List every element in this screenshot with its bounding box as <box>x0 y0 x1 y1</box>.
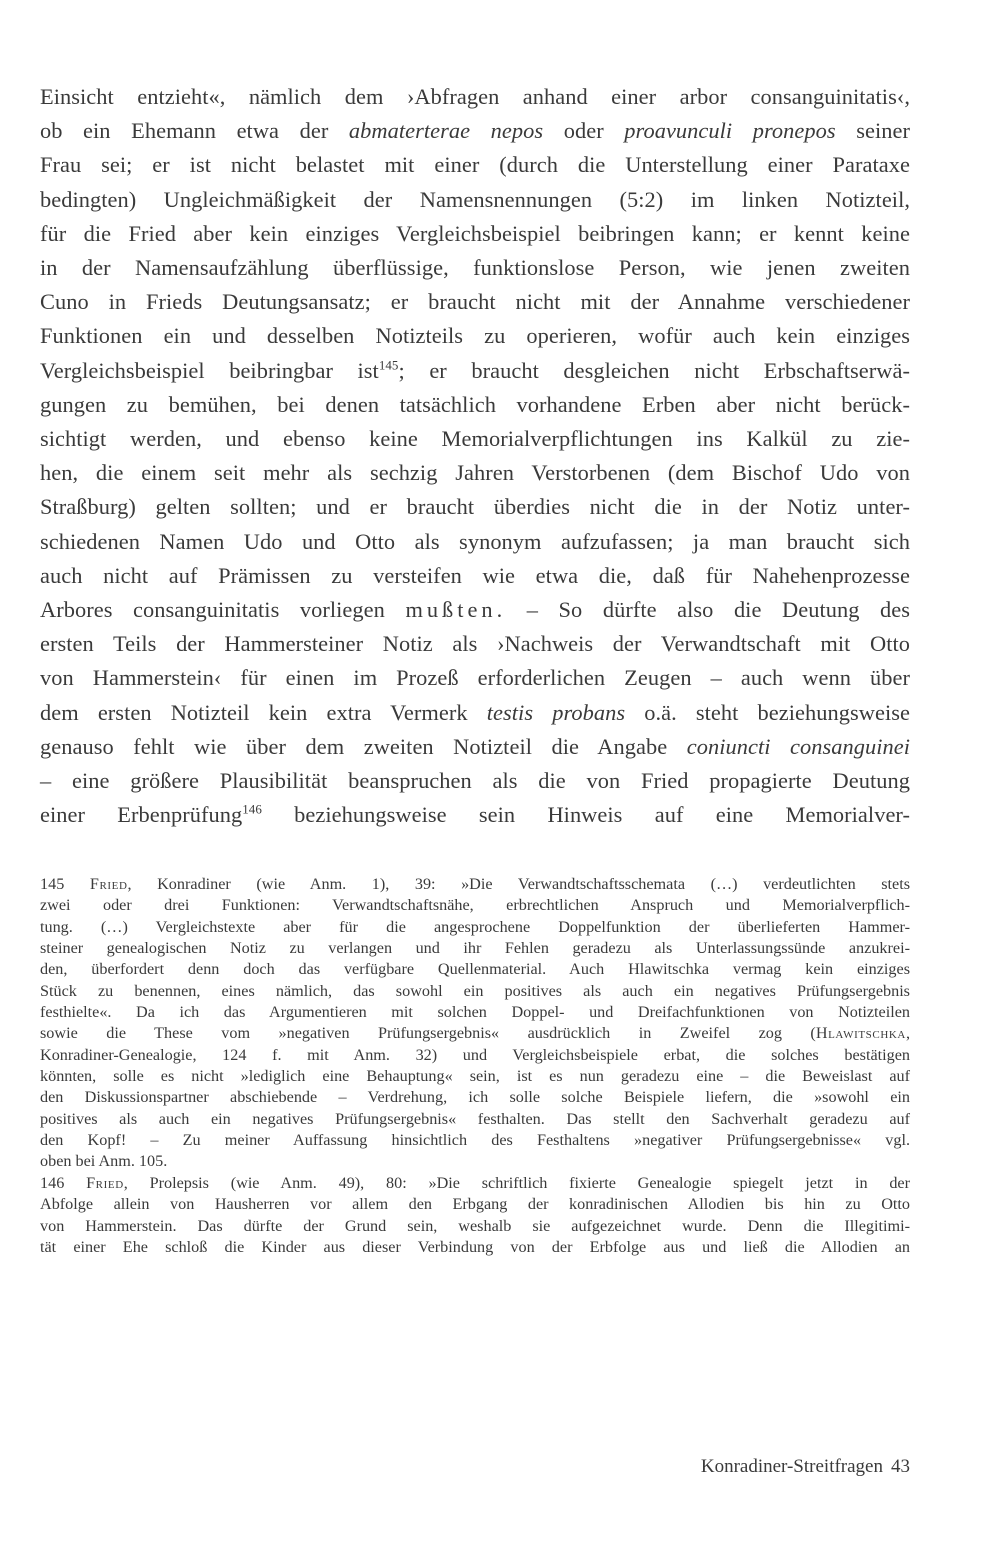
footnote-author: Hlawitschka <box>815 1024 906 1043</box>
document-page <box>40 0 910 1562</box>
body-line: ersten Teils der Hammersteiner Notiz als ›Nachweis der Verwandtschaft mit Otto <box>40 631 910 657</box>
footnote-145 <box>40 874 910 1173</box>
body-line: dem ersten Notizteil kein extra Vermerk testis probans o.ä. steht beziehungsweise <box>40 699 910 725</box>
footnote-line: den, überfordert denn doch das verfügbare Quellenmaterial. Auch Hlawitschka vermag kein einziges <box>40 960 910 979</box>
body-line: Straßburg) gelten sollten; und er braucht überdies nicht die in der Notiz unter- <box>40 494 910 520</box>
body-line: Arbores consanguinitatis vorliegen mußten. – So dürfte also die Deutung des <box>40 597 910 623</box>
running-title: Konradiner-Streitfragen <box>700 1456 883 1477</box>
footnote-line: oben bei Anm. 105. <box>40 1152 168 1171</box>
body-line: Einsicht entzieht«, nämlich dem ›Abfragen anhand einer arbor consanguinitatis‹, <box>40 84 910 109</box>
body-line: Vergleichsbeispiel beibringbar ist$^{145}$; er braucht desgleichen nicht Erbschaftserwä- <box>40 357 911 383</box>
footnote-line: von Hammerstein. Das dürfte der Grund sein, weshalb sie aufgezeichnet wurde. Denn die Illegitimi- <box>40 1216 910 1235</box>
running-footer <box>701 1455 910 1479</box>
body-line: Cuno in Frieds Deutungsansatz; er braucht nicht mit der Annahme verschiedener <box>40 289 910 315</box>
footnote-number: 146 <box>40 1173 65 1192</box>
body-line: ob ein Ehemann etwa der abmaterterae nepos oder proavunculi pronepos seiner <box>40 118 910 144</box>
footnote-line: festhielte«. Da ich das Argumentieren mit solchen Doppel- und Dreifachfunktionen von Notizteilen <box>40 1003 910 1022</box>
page-number: 43 <box>891 1456 910 1477</box>
footnotes <box>40 874 910 1258</box>
footnote-line: Konradiner-Genealogie, 124 f. mit Anm. 32) und Vergleichsbeispiele erbat, die solches bestätigen <box>40 1045 910 1064</box>
body-line: auch nicht auf Prämissen zu versteifen wie etwa die, daß für Nahehenprozesse <box>40 562 910 588</box>
footnote-line: sowie die These vom »negativen Prüfungsergebnis« ausdrücklich in Zweifel zog (Hlawitschka, <box>40 1024 910 1043</box>
footnote-line: den Kopf! – Zu meiner Auffassung hinsichtlich des Festhaltens »negativer Prüfungsergebnisse« vgl. <box>40 1131 910 1150</box>
body-line: – eine größere Plausibilität beanspruchen als die von Fried propagierte Deutung <box>40 768 910 794</box>
body-line: in der Namensaufzählung überflüssige, funktionslose Person, wie jenen zweiten <box>40 255 910 281</box>
footnote-ref-145[interactable]: 145 <box>378 357 399 373</box>
footnote-line: tung. (…) Vergleichstexte aber für die angesprochene Doppelfunktion der überlieferten Hammer- <box>40 917 910 936</box>
footnote-ref-146[interactable]: 146 <box>242 801 262 817</box>
body-line: gungen zu bemühen, bei denen tatsächlich vorhandene Erben aber nicht berück- <box>40 391 910 417</box>
body-line: schiedenen Namen Udo und Otto als synonym aufzufassen; ja man braucht sich <box>40 528 910 554</box>
body-line: Frau sei; er ist nicht belastet mit einer (durch die Unterstellung einer Parataxe <box>40 152 910 178</box>
footnote-line: steiner genealogischen Notiz zu verlangen und ihr Fehlen geradezu als Unterlassungssünde anzukrei- <box>40 939 910 958</box>
footnote-line: positives als auch ein negatives Prüfungsergebnis« festhalten. Das stellt den Sachverhalt geradezu auf <box>40 1109 910 1128</box>
footnote-line: tät einer Ehe schloß die Kinder aus dieser Verbindung von der Erbfolge aus und ließ die Allodien an <box>40 1237 910 1256</box>
body-line: genauso fehlt wie über dem zweiten Notizteil die Angabe coniuncti consanguinei <box>40 733 910 759</box>
body-line: bedingten) Ungleichmäßigkeit der Namensnennungen (5:2) im linken Notizteil, <box>40 186 910 212</box>
footnote-line: den Diskussionspartner abschiebende – Verdrehung, ich solle solche Beispiele liefern, die »sowohl ein <box>40 1088 910 1107</box>
footnote-line: könnten, solle es nicht »lediglich eine Behauptung« sein, ist es nun geradezu eine – die Beweislast auf <box>40 1067 910 1086</box>
body-line: einer Erbenprüfung$^{146}$ beziehungsweise sein Hinweis auf eine Memorialver- <box>40 801 910 828</box>
body-line: Funktionen ein und desselben Notizteils zu operieren, wofür auch kein einziges <box>40 323 910 349</box>
footnote-author: Fried <box>89 875 128 893</box>
body-line: von Hammerstein‹ für einen im Prozeß erforderlichen Zeugen – auch wenn über <box>40 665 910 691</box>
body-line: hen, die einem seit mehr als sechzig Jahren Verstorbenen (dem Bischof Udo von <box>40 460 910 486</box>
footnote-line: Abfolge allein von Hausherren vor allem den Erbgang der konradinischen Allodien bis hin zu Otto <box>40 1195 910 1214</box>
footnote-146 <box>40 1173 910 1258</box>
body-line: für die Fried aber kein einziges Vergleichsbeispiel beibringen kann; er kennt keine <box>40 220 910 246</box>
body-text <box>40 80 910 832</box>
footnote-line: 146 Fried, Prolepsis (wie Anm. 49), 80: »Die schriftlich fixierte Genealogie spiegelt jetzt in der <box>40 1173 911 1192</box>
footnote-author: Fried <box>86 1173 124 1192</box>
footnote-line: zwei oder drei Funktionen: Verwandtschaftsnähe, erbrechtlichen Anspruch und Memorialverpflich- <box>40 896 910 915</box>
footnote-number: 145 <box>40 875 65 893</box>
footnote-line: Stück zu benennen, eines nämlich, das sowohl ein positives als auch ein negatives Prüfungsergebnis <box>40 981 910 1000</box>
body-line: sichtigt werden, und ebenso keine Memorialverpflichtungen ins Kalkül zu zie- <box>40 426 910 452</box>
footnote-line: 145 Fried, Konradiner (wie Anm. 1), 39: »Die Verwandtschaftsschemata (…) verdeutlichten stets <box>40 875 911 893</box>
